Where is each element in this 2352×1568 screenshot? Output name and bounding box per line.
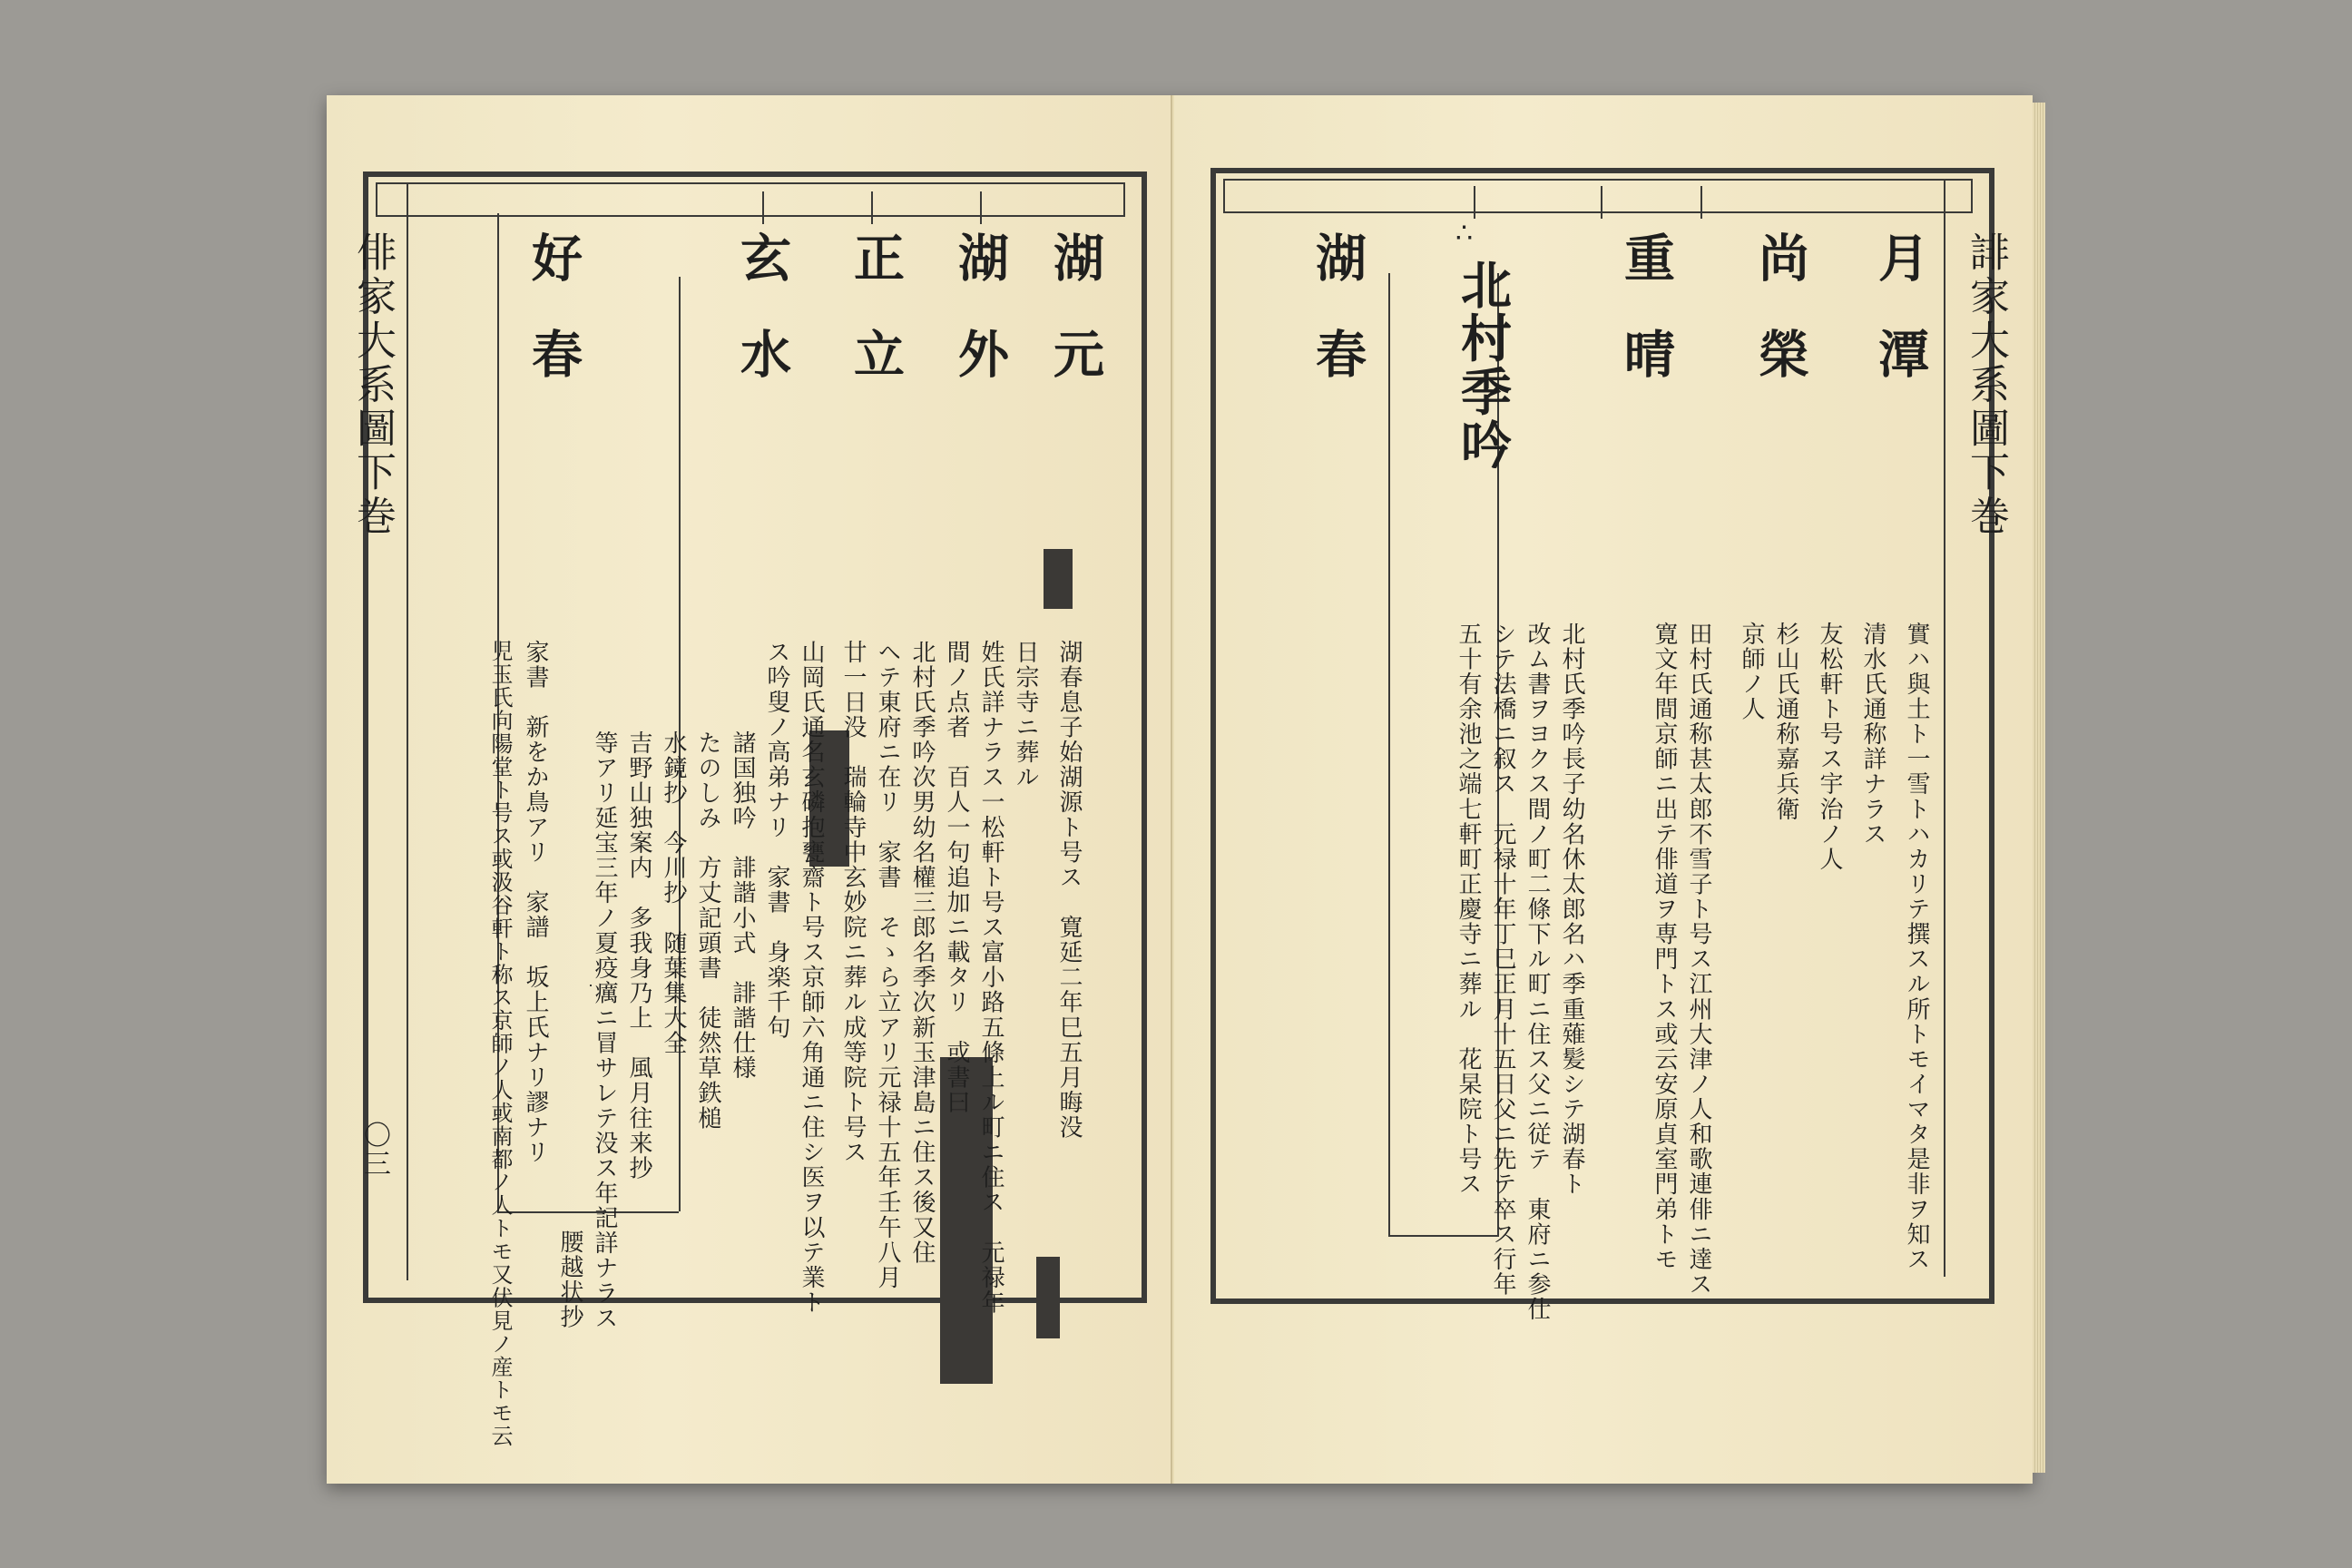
- text-column: 日宗寺ニ葬ル: [1012, 640, 1039, 790]
- head-name-1: 湖元: [1045, 231, 1105, 425]
- head-name-4: 北村季吟: [1453, 259, 1513, 473]
- text-column: ヘテ東府ニ在リ 家書 そゝら立アリ元禄十五年壬午八月: [874, 640, 901, 1290]
- head-name-5: 好春: [524, 231, 583, 425]
- head-name-4: 玄水: [732, 231, 792, 425]
- page-edge: [2033, 103, 2045, 1473]
- text-column: 清水氏通称詳ナラス: [1859, 622, 1886, 848]
- text-column: 北村氏季吟長子幼名休太郎名ハ季重薙髪シテ湖春ト: [1558, 622, 1585, 1197]
- text-column: 腰越状抄: [556, 1230, 583, 1330]
- text-column: 杉山氏通称嘉兵衛: [1772, 622, 1799, 822]
- text-column: 姓氏詳ナラス一松軒ト号ス富小路五條上ル町ニ住ス 元禄年: [977, 640, 1004, 1316]
- text-column: 改ム書ヲヨクス間ノ町二條下ル町ニ住ス父ニ従テ 東府ニ参仕: [1524, 622, 1551, 1322]
- text-column: 諸国独吟 誹諧小式 誹諧仕様: [729, 730, 756, 1081]
- text-column: 間ノ点者 百人一句追加ニ載タリ 或書曰: [943, 640, 970, 1115]
- text-column: 京師ノ人: [1738, 622, 1765, 722]
- text-column: 家書 新をか鳥アリ 家譜 坂上氏ナリ謬ナリ: [522, 640, 549, 1165]
- text-column: 北村氏季吟次男幼名權三郎名季次新玉津島ニ住ス後又住: [908, 640, 936, 1265]
- head-name-5: 湖春: [1308, 231, 1367, 425]
- text-column: 五十有余池之端七軒町正慶寺ニ葬ル 花杲院ト号ス: [1455, 622, 1482, 1197]
- text-column: ス吟叟ノ高弟ナリ 家書 身楽千句: [763, 640, 790, 1040]
- text-column: 友松軒ト号ス宇治ノ人: [1816, 622, 1843, 872]
- ink-block: [1036, 1257, 1060, 1338]
- text-column: 廿一日没 瑞輪寺中玄妙院ニ葬ル成等院ト号ス: [839, 640, 867, 1165]
- right-page: [1174, 95, 2033, 1484]
- text-column: 児玉氏向陽堂ト号ス或汲谷軒ト称ス京師ノ人或南都ノ人トモ又伏見ノ産トモ云: [487, 640, 513, 1448]
- text-column: たのしみ 方丈記頭書 徒然草鉄槌: [694, 730, 721, 1131]
- left-page: [327, 95, 1172, 1484]
- head-name-2: 湖外: [950, 231, 1010, 425]
- head-name-3: 重晴: [1616, 231, 1676, 425]
- text-column: シテ法橋ニ叙ス 元禄十年丁巳正月十五日父ニ先テ卒ス行年: [1489, 622, 1516, 1298]
- open-book: [327, 95, 2033, 1484]
- left-page-number: 〇三: [358, 1121, 390, 1179]
- right-header-box: [1223, 179, 1973, 213]
- marker-dots: ∴: [1455, 218, 1474, 250]
- text-column: 等アリ延宝三年ノ夏疫癘ニ冒サレテ没ス年記詳ナラス: [591, 730, 618, 1331]
- text-column: 山岡氏通名玄磷抱甕齋ト号ス京師六角通ニ住シ医ヲ以テ業ト: [798, 640, 825, 1316]
- head-name-2: 尚榮: [1750, 231, 1810, 425]
- head-name-1: 月潭: [1870, 231, 1930, 425]
- text-column: 實ハ與土ト一雪トハカリテ撰スル所トモイマタ是非ヲ知ス: [1903, 622, 1930, 1272]
- left-margin-title: 俳家大系圖下巻: [349, 231, 396, 539]
- left-header-box: [376, 182, 1125, 217]
- text-column: 田村氏通称甚太郎不雪子ト号ス江州大津ノ人和歌連俳ニ達ス: [1685, 622, 1712, 1298]
- text-column: 寛文年間京師ニ出テ俳道ヲ専門トス或云安原貞室門弟トモ: [1651, 622, 1678, 1272]
- text-column: 湖春息子始湖源ト号ス 寛延二年巳五月晦没: [1055, 640, 1083, 1141]
- ink-block: [1044, 549, 1073, 609]
- right-margin-title: 誹家大系圖下巻: [1963, 231, 2009, 539]
- head-name-3: 正立: [846, 231, 906, 425]
- text-column: 水鏡抄 今川抄 随葉集大全: [660, 730, 687, 1056]
- text-column: 吉野山独案内 多我身乃上 風月往来抄: [625, 730, 652, 1181]
